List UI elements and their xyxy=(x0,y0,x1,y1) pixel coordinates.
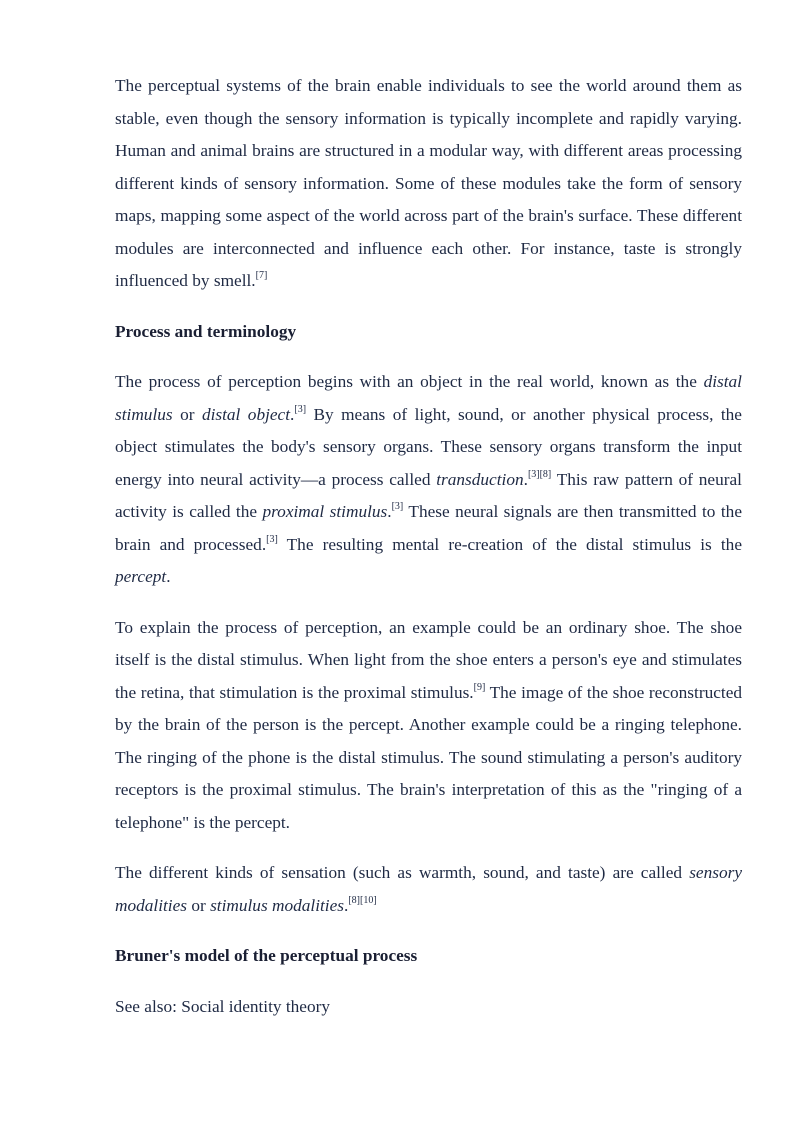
text: . xyxy=(344,895,349,915)
citation-3-8[interactable]: [3][8] xyxy=(527,468,552,480)
text: . xyxy=(290,404,295,424)
citation-3[interactable]: [3] xyxy=(294,403,307,415)
term-stimulus-modalities: stimulus modalities xyxy=(210,895,345,915)
text: The image of the shoe reconstructed by the brain of the person is the percept. Another example could be a ringing telephone. The ringing of the phone is the distal stimulus. The sound stimulating a person's auditory receptors is the proximal stimulus. The brain's interpretation of this as the "ringing of a telephone" is the percept. xyxy=(115,682,743,832)
text: . xyxy=(523,469,528,489)
paragraph-see-also xyxy=(115,991,742,1024)
text: or xyxy=(187,895,211,915)
text: The perceptual systems of the brain enable individuals to see the world around them as stable, even though the sensory information is typically incomplete and rapidly varying. Human and animal brains are structured in a modular way, with different areas processing different kinds of sensory information. Some of these modules take the form of sensory maps, mapping some aspect of the world across part of the brain's surface. These different modules are interconnected and influence each other. For instance, taste is strongly influenced by smell. xyxy=(115,76,742,290)
see-also-text: See also: Social identity theory xyxy=(115,996,331,1016)
text: By means of light, sound, or another physical process, the object stimulates the body's sensory organs. These sensory organs transform the input energy into neural activity—a process called xyxy=(115,404,742,489)
text: The different kinds of sensation (such as warmth, sound, and taste) are called xyxy=(115,863,690,882)
text: The resulting mental re-creation of the distal stimulus is the xyxy=(277,534,742,554)
text: To explain the process of perception, an example could be an ordinary shoe. The shoe itself is the distal stimulus. When light from the shoe enters a person's eye and stimulates the retina, that stimulation is the proximal stimulus. xyxy=(115,617,742,702)
term-sensory-modalities: sensory modalities xyxy=(115,863,742,915)
citation-9[interactable]: [9] xyxy=(473,681,486,693)
text: . xyxy=(166,567,171,586)
paragraph-modalities xyxy=(115,857,742,922)
term-distal-object: distal object xyxy=(201,404,291,424)
text: The process of perception begins with an object in the real world, known as the xyxy=(115,372,704,391)
document-page xyxy=(115,70,742,1041)
text: These neural signals are then transmitted to the brain and processed. xyxy=(115,502,742,554)
text: This raw pattern of neural activity is called the xyxy=(115,469,742,521)
text: . xyxy=(387,502,392,521)
citation-3[interactable]: [3] xyxy=(266,533,278,545)
term-distal-stimulus: distal stimulus xyxy=(115,372,742,424)
paragraph-intro xyxy=(115,70,742,298)
citation-7[interactable]: [7] xyxy=(255,270,268,282)
term-proximal-stimulus: proximal stimulus xyxy=(262,502,388,521)
paragraph-shoe-example xyxy=(115,612,742,840)
term-percept: percept xyxy=(115,567,167,586)
heading-bruners-model: Bruner's model of the perceptual process xyxy=(115,946,418,965)
citation-3[interactable]: [3] xyxy=(391,501,404,513)
term-transduction: transduction xyxy=(436,469,524,489)
text: or xyxy=(172,404,202,424)
citation-8-10[interactable]: [8][10] xyxy=(348,894,377,906)
paragraph-process xyxy=(115,366,742,594)
heading-process-and-terminology: Process and terminology xyxy=(115,321,297,341)
